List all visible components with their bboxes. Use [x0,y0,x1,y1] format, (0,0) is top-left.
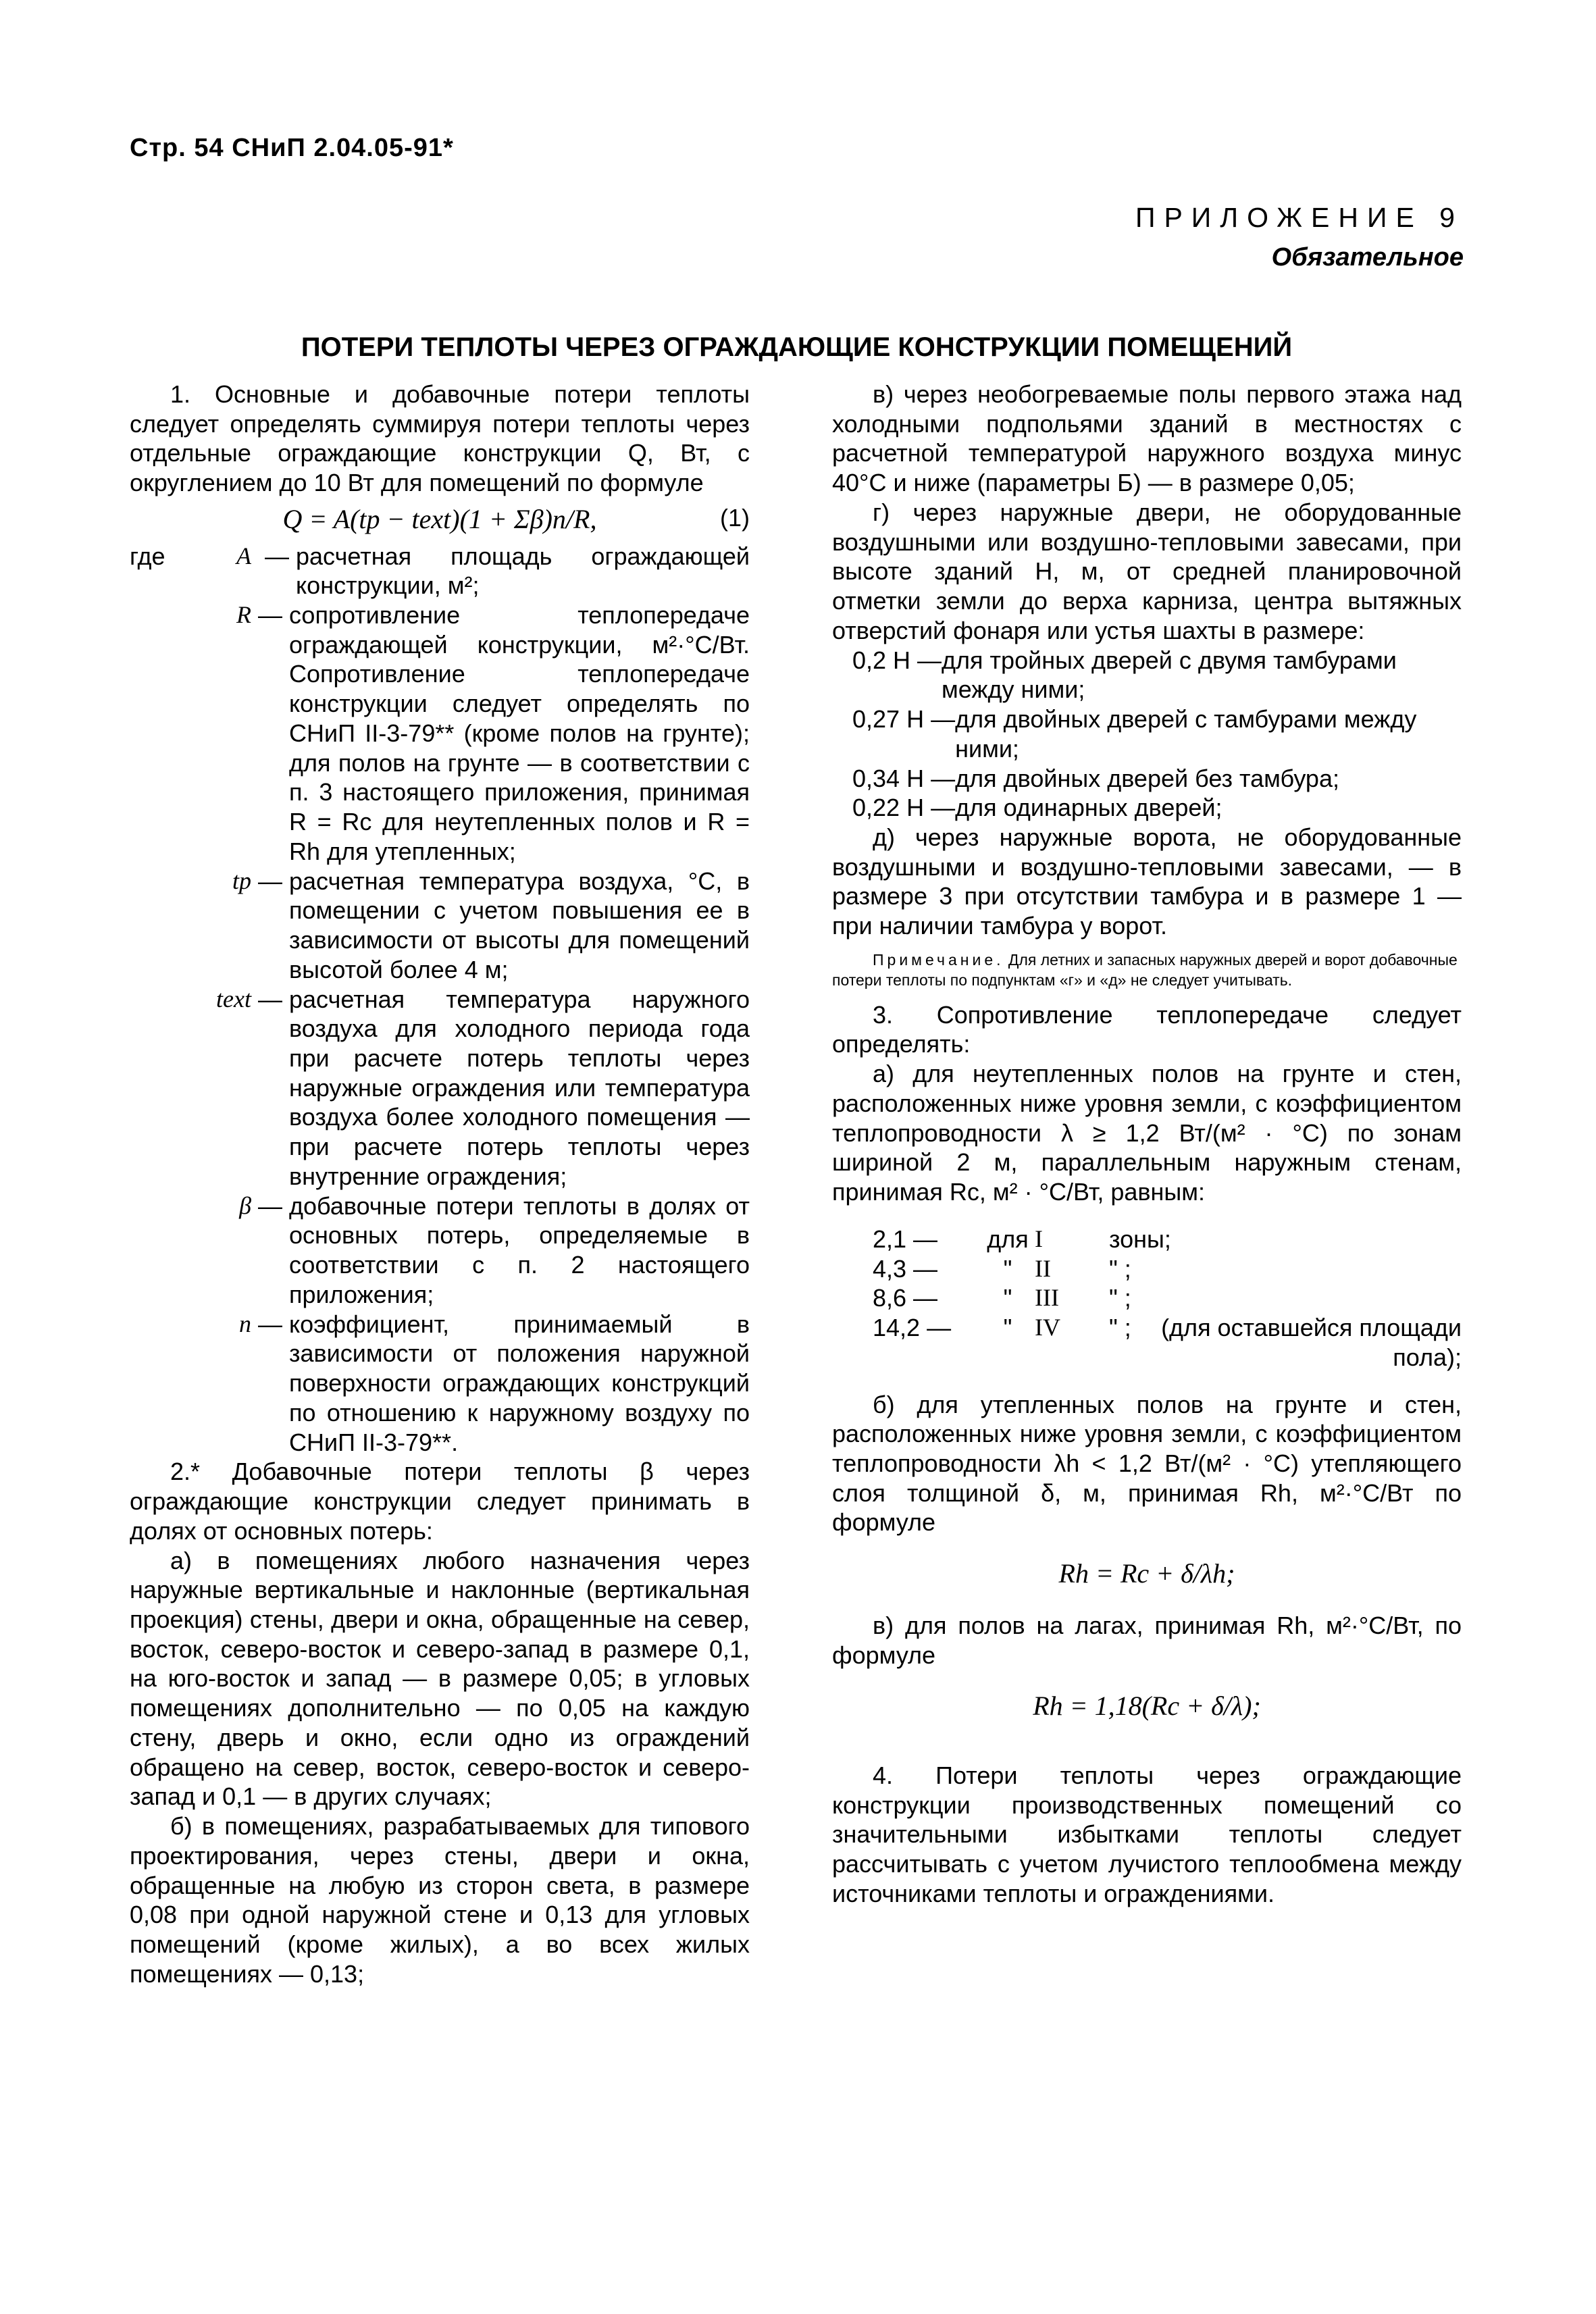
door-list-item [832,704,1462,763]
definition-text: расчетная температура наружного воздуха для холодного периода года при расчете потерь теплоты через наружные ограждения или температура воздуха более холодного помещения — при расчете потерь теплоты через внутренние ограждения; [289,985,750,1190]
paragraph-2a: а) в помещениях любого назначения через наружные вертикальные и наклонные (вертикальная проекция) стены, двери и окна, обращенные на север, восток, северо-восток и северо-запад в размере 0,1, на юго-восток и запад — в размере 0,05; в угловых помещениях дополнительно — по 0,05 на каждую стену, дверь и окно, если одно из ограждений обращено на север, восток, северо-восток и северо-запад и 0,1 — в других случаях; [130,1546,750,1811]
appendix-subtitle: Обязательное [1271,242,1464,272]
definition-item [130,600,750,867]
paragraph-2: 2.* Добавочные потери теплоты β через ограждающие конструкции следует принимать в долях от основных потерь: [130,1458,750,1545]
definition-text: сопротивление теплопередаче ограждающей конструкции, м²·°С/Вт. Сопротивление теплопередаче конструкции следует определять по СНиП II-3-79** (кроме полов на грунте); для полов на грунте — в соответствии с п. 3 настоящего приложения, принимая R = Rc для неутепленных полов и R = Rh для утепленных; [289,601,750,865]
paragraph-1: 1. Основные и добавочные потери теплоты следует определять суммируя потери теплоты через отдельные ограждающие конструкции Q, Вт, с округлением до 10 Вт для помещений по формуле [130,380,750,497]
dash: — [258,601,290,629]
spacer [832,1207,1462,1225]
door-text: для тройных дверей с двумя тамбурами между ними; [942,646,1397,704]
dash: — [258,542,297,570]
zone-list [873,1225,1462,1372]
definition-symbol: R [236,601,251,628]
paragraph-2g: г) через наружные двери, не оборудованные воздушными или воздушно-тепловыми завесами, при высоте зданий H, м, от средней планировочной отметки земли до верха карниза, центра вытяжных отверстий фонаря или устья шахты в размере: [832,498,1462,644]
definition-text: коэффициент, принимаемый в зависимости от положения наружной поверхности ограждающих конструкций по отношению к наружному воздуху по СНиП II-3-79**. [289,1310,750,1456]
zone-row [873,1313,1462,1372]
spacer [832,991,1462,1000]
paragraph-4: 4. Потери теплоты через ограждающие конструкции производственных помещений со значительными избытками теплоты следует рассчитывать с учетом лучистого теплообмена между источниками теплоты и ограждениями. [832,1761,1462,1907]
zone-value: 2,1 — [873,1225,938,1253]
zone-prefix: " [1003,1314,1012,1342]
zone-row [873,1254,1462,1284]
zone-value: 14,2 — [873,1314,952,1342]
formula-1-number: (1) [720,503,750,532]
definition-symbol: β [239,1191,251,1219]
door-text: для одинарных дверей; [955,794,1222,822]
where-label: где [130,542,165,570]
door-text: для двойных дверей с тамбурами между ними; [955,705,1417,763]
zone-suffix: " ; [1109,1314,1131,1342]
formula-1-text: Q = A(tp − text)(1 + Σβ)n/R, [282,503,597,534]
appendix-block [1135,201,1464,273]
definition-symbol: n [239,1310,251,1337]
zone-comment [1136,1225,1462,1254]
appendix-title: ПРИЛОЖЕНИЕ 9 [1135,202,1464,233]
paragraph-2v: в) через необогреваемые полы первого этажа над холодными подпольями зданий в местностях с расчетной температурой наружного воздуха минус 40°С и ниже (параметры Б) — в размере 0,05; [832,380,1462,497]
definition-symbol: tp [232,867,251,894]
dash: — [258,985,290,1013]
zone-row [873,1283,1462,1313]
zone-row [873,1225,1462,1254]
definition-item [130,867,750,985]
zone-suffix: зоны; [1109,1225,1171,1253]
dash: — [258,1191,290,1220]
definition-item [130,1310,750,1458]
door-factor: 0,2 H — [852,646,942,674]
left-column [130,380,750,1989]
door-factor: 0,22 H — [852,794,956,822]
definition-text: расчетная температура воздуха, °С, в помещении с учетом повышения ее в зависимости от высоты для помещений высотой более 4 м; [289,867,750,983]
paragraph-2b: б) в помещениях, разрабатываемых для типового проектирования, через стены, двери и окна, обращенные на любую из сторон света, в размере 0,08 при одной наружной стене и 0,13 для угловых помещений (кроме жилых), а во всех жилых помещениях — 0,13; [130,1812,750,1988]
definition-text: добавочные потери теплоты в долях от основных потерь, определяемые в соответствии с п. 2 настоящего приложения; [289,1191,750,1308]
paragraph-3v: в) для полов на лагах, принимая Rh, м²·°С/Вт, по формуле [832,1611,1462,1669]
zone-prefix: для [987,1225,1029,1253]
paragraph-3a: а) для неутепленных полов на грунте и стен, расположенных ниже уровня земли, с коэффициентом теплопроводности λ ≥ 1,2 Вт/(м² · °С) по зонам шириной 2 м, параллельным наружным стенам, принимая Rc, м² · °С/Вт, равным: [832,1060,1462,1206]
zone-number: I [1035,1225,1043,1252]
dash: — [258,867,290,895]
right-column [832,380,1462,1909]
zone-suffix: " ; [1109,1284,1131,1312]
paragraph-3b: б) для утепленных полов на грунте и стен, расположенных ниже уровня земли, с коэффициентом теплопроводности λh < 1,2 Вт/(м² · °С) утепляющего слоя толщиной δ, м, принимая Rh, м²·°С/Вт по формуле [832,1390,1462,1537]
zone-comment [1136,1254,1462,1284]
door-factor: 0,34 H — [852,764,956,792]
zone-prefix: " [1003,1254,1012,1283]
spacer [832,1743,1462,1761]
definition-symbol: text [216,985,251,1012]
zone-prefix: " [1003,1284,1012,1312]
spacer [832,941,1462,950]
zone-comment [1136,1283,1462,1313]
zone-number: II [1035,1254,1051,1282]
zone-comment: (для оставшейся площади пола); [1161,1314,1462,1371]
zone-number: IV [1035,1314,1060,1341]
paragraph-3: 3. Сопротивление теплопередаче следует определять: [832,1000,1462,1058]
formula-2: Rh = Rc + δ/λh; [1058,1558,1235,1589]
zone-number: III [1035,1284,1059,1312]
dash: — [258,1310,290,1338]
definition-item [130,542,750,600]
door-list-item [832,646,1462,704]
door-list-item [832,793,1462,823]
note-text: Для летних и запасных наружных дверей и ворот добавочные потери теплоты по подпунктам «г» и «д» не следует учитывать. [832,950,1458,989]
definition-text: расчетная площадь ограждающей конструкции, м²; [296,542,750,600]
definition-symbol: A [236,542,251,569]
paragraph-2d: д) через наружные ворота, не оборудованные воздушными и воздушно-тепловыми завесами, — в размере 3 при отсутствии тамбура и в размере 1 — при наличии тамбура у ворот. [832,823,1462,940]
door-text: для двойных дверей без тамбура; [955,764,1339,792]
zone-value: 8,6 — [873,1284,938,1312]
zone-value: 4,3 — [873,1254,938,1283]
definition-item [130,985,750,1191]
page-header: Стр. 54 СНиП 2.04.05-91* [130,134,454,162]
note [832,950,1462,991]
spacer [832,1372,1462,1390]
document-title: ПОТЕРИ ТЕПЛОТЫ ЧЕРЕЗ ОГРАЖДАЮЩИЕ КОНСТРУКЦИИ ПОМЕЩЕНИЙ [301,332,1293,362]
formula-1 [130,503,750,536]
note-label: Примечание. [873,950,1004,969]
door-list-item [832,764,1462,794]
formula-3: Rh = 1,18(Rc + δ/λ); [1033,1691,1261,1722]
zone-suffix: " ; [1109,1254,1131,1283]
door-factor: 0,27 H — [852,705,956,734]
definition-item [130,1191,750,1310]
